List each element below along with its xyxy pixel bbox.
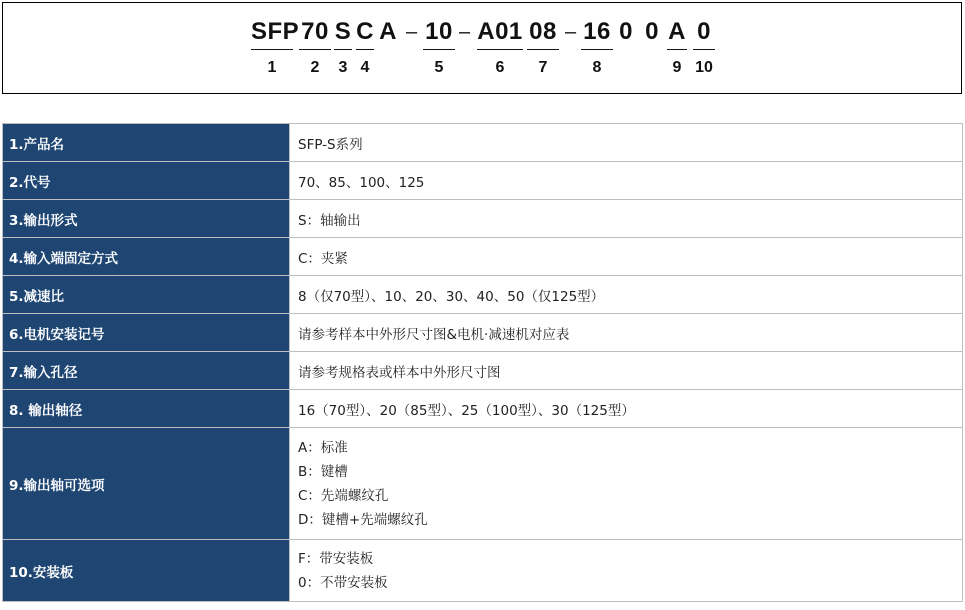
option-item: B：键槽 <box>298 463 348 480</box>
table-row <box>3 162 963 200</box>
code-segment-a <box>378 17 398 55</box>
code-text: 16 <box>581 17 613 50</box>
code-segment-zero <box>643 17 661 55</box>
code-text: 08 <box>527 17 559 50</box>
code-segment-10 <box>693 17 715 78</box>
code-text: 70 <box>299 17 331 50</box>
code-text: 0 <box>693 17 715 50</box>
code-text: A <box>667 17 687 50</box>
code-separator: – <box>565 21 577 43</box>
code-separator: – <box>406 21 418 43</box>
code-segment-zero <box>617 17 635 55</box>
row-value: 请参考样本中外形尺寸图&电机·减速机对应表 <box>290 314 963 352</box>
option-item: 0：不带安装板 <box>298 574 388 591</box>
row-label: 6.电机安装记号 <box>3 314 290 352</box>
code-segment-7 <box>527 17 559 78</box>
row-label: 4.输入端固定方式 <box>3 238 290 276</box>
row-label: 3.输出形式 <box>3 200 290 238</box>
code-index: 1 <box>267 59 277 76</box>
spec-table <box>2 123 963 602</box>
table-row <box>3 540 963 602</box>
code-text: C <box>356 17 374 50</box>
row-value: C：夹紧 <box>290 238 963 276</box>
row-label: 1.产品名 <box>3 124 290 162</box>
table-row <box>3 276 963 314</box>
code-text: 10 <box>423 17 455 50</box>
row-value <box>290 428 963 540</box>
code-text: A <box>379 18 397 45</box>
code-index: 7 <box>538 59 548 76</box>
code-segment-9 <box>667 17 687 78</box>
row-value: S：轴输出 <box>290 200 963 238</box>
code-segment-5 <box>423 17 455 78</box>
row-value: 请参考规格表或样本中外形尺寸图 <box>290 352 963 390</box>
row-value: 16（70型）、20（85型）、25（100型）、30（125型） <box>290 390 963 428</box>
code-segment-2 <box>299 17 331 78</box>
code-index: 10 <box>695 59 713 76</box>
table-row <box>3 238 963 276</box>
code-text: SFP <box>251 17 293 50</box>
table-row <box>3 352 963 390</box>
code-text: 0 <box>619 18 633 45</box>
code-separator: – <box>459 21 471 43</box>
code-text: A01 <box>477 17 523 50</box>
row-label: 9.输出轴可选项 <box>3 428 290 540</box>
code-segment-6 <box>477 17 523 78</box>
code-index: 5 <box>434 59 444 76</box>
code-index: 3 <box>338 59 348 76</box>
row-label: 2.代号 <box>3 162 290 200</box>
code-index: 9 <box>672 59 682 76</box>
option-item: A：标准 <box>298 439 348 456</box>
code-segment-1 <box>251 17 300 78</box>
row-label: 8. 输出轴径 <box>3 390 290 428</box>
code-index: 6 <box>495 59 505 76</box>
row-value: 70、85、100、125 <box>290 162 963 200</box>
table-row <box>3 428 963 540</box>
option-item: F：带安装板 <box>298 550 374 567</box>
row-label: 7.输入孔径 <box>3 352 290 390</box>
code-text: S <box>334 17 352 50</box>
table-row <box>3 390 963 428</box>
code-segment-4 <box>356 17 374 78</box>
model-code-box <box>2 2 962 94</box>
option-item: D：键槽+先端螺纹孔 <box>298 511 428 528</box>
table-row <box>3 314 963 352</box>
row-value: SFP-S系列 <box>290 124 963 162</box>
code-segment-3 <box>334 17 352 78</box>
row-label: 5.减速比 <box>3 276 290 314</box>
table-row <box>3 124 963 162</box>
code-index: 2 <box>310 59 320 76</box>
row-label: 10.安装板 <box>3 540 290 602</box>
code-text: 0 <box>645 18 659 45</box>
row-value: 8（仅70型）、10、20、30、40、50（仅125型） <box>290 276 963 314</box>
table-row <box>3 200 963 238</box>
code-index: 4 <box>360 59 370 76</box>
option-item: C：先端螺纹孔 <box>298 487 389 504</box>
code-index: 8 <box>592 59 602 76</box>
row-value <box>290 540 963 602</box>
code-segment-8 <box>581 17 613 78</box>
